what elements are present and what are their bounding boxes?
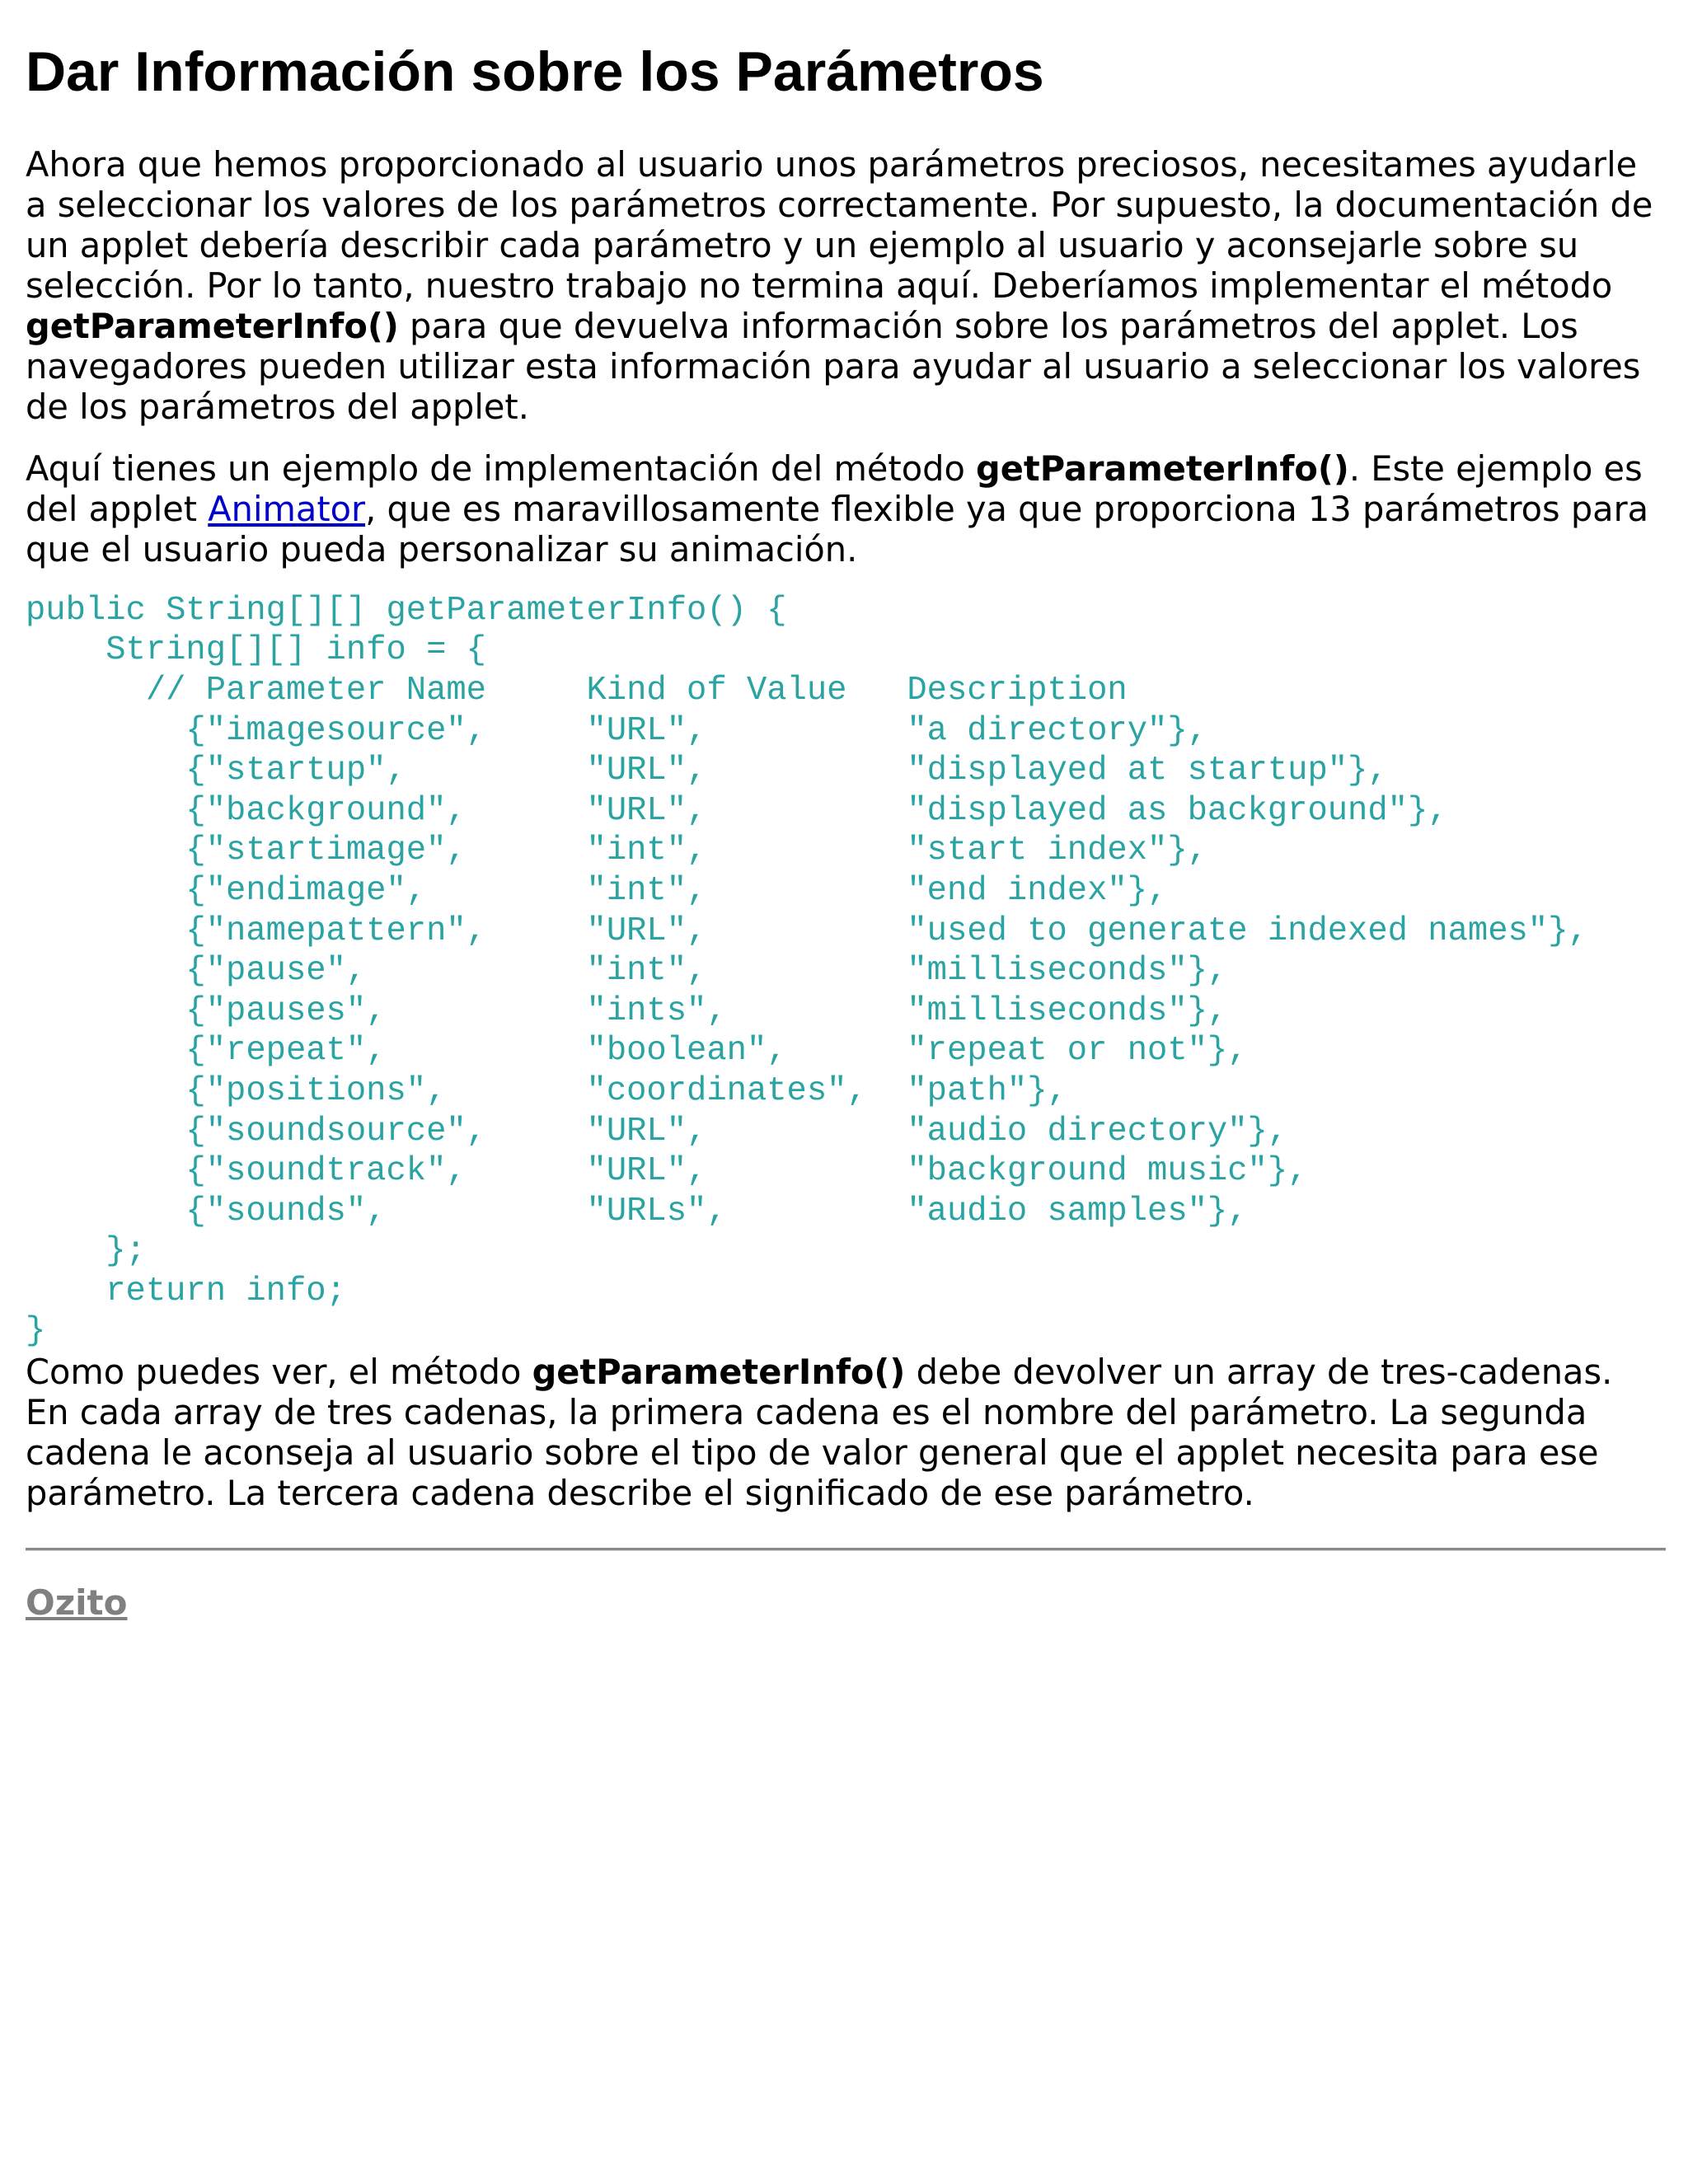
animator-link[interactable]: Animator xyxy=(208,488,366,529)
intro-text-2: para que devuelva información sobre los parámetros del applet. Los navegadores pueden utilizar esta información para ayudar al usuario a seleccionar los valores de los parámetros del applet. xyxy=(26,305,1641,427)
example-method-name: getParameterInfo() xyxy=(976,448,1349,489)
intro-method-name: getParameterInfo() xyxy=(26,305,399,346)
conclusion-text-1: Como puedes ver, el método xyxy=(26,1352,532,1393)
example-text-2: . Este ejemplo es del applet xyxy=(26,448,1643,529)
document-page xyxy=(26,41,1666,1623)
example-text-3: , que es maravillosamente flexible ya que proporciona 13 parámetros para que el usuario pueda personalizar su animación. xyxy=(26,488,1649,569)
intro-text-1: Ahora que hemos proporcionado al usuario unos parámetros preciosos, necesitames ayudarle a seleccionar los valores de los parámetros correctamente. Por supuesto, la documentación de un applet debería describir cada parámetro y un ejemplo al usuario y aconsejarle sobre su selección. Por lo tanto, nuestro trabajo no termina aquí. Deberíamos implementar el método xyxy=(26,143,1653,306)
conclusion-text-2: debe devolver un array de tres-cadenas. En cada array de tres cadenas, la primera cadena es el nombre del parámetro. La segunda cadena le aconseja al usuario sobre el tipo de valor general que el applet necesita para ese parámetro. La tercera cadena describe el significado de ese parámetro. xyxy=(26,1352,1613,1514)
page-title: Dar Información sobre los Parámetros xyxy=(26,40,1044,103)
code-block: public String[][] getParameterInfo() { String[][] info = { // Parameter Name Kind of Value Description {"imagesource", "URL", "a directory"}, {"startup", "URL", "displayed at startup"}, {"background", "URL", "displayed as background"}, {"startimage", "int", "start index"}, {"endimage", "int", "end index"}, {"namepattern", "URL", "used to generate indexed names"}, {"pause", "int", "milliseconds"}, {"pauses", "ints", "milliseconds"}, {"repeat", "boolean", "repeat or not"}, {"positions", "coordinates", "path"}, {"soundsource", "URL", "audio directory"}, {"soundtrack", "URL", "background music"}, {"sounds", "URLs", "audio samples"}, }; return info; } xyxy=(26,591,1588,1351)
horizontal-divider xyxy=(26,1548,1666,1551)
conclusion-paragraph xyxy=(26,1352,1666,1513)
example-text-1: Aquí tienes un ejemplo de implementación del método xyxy=(26,448,977,489)
conclusion-method-name: getParameterInfo() xyxy=(532,1352,906,1393)
example-paragraph xyxy=(26,448,1666,569)
ozito-footer-link[interactable]: Ozito xyxy=(26,1582,128,1624)
intro-paragraph xyxy=(26,144,1666,427)
